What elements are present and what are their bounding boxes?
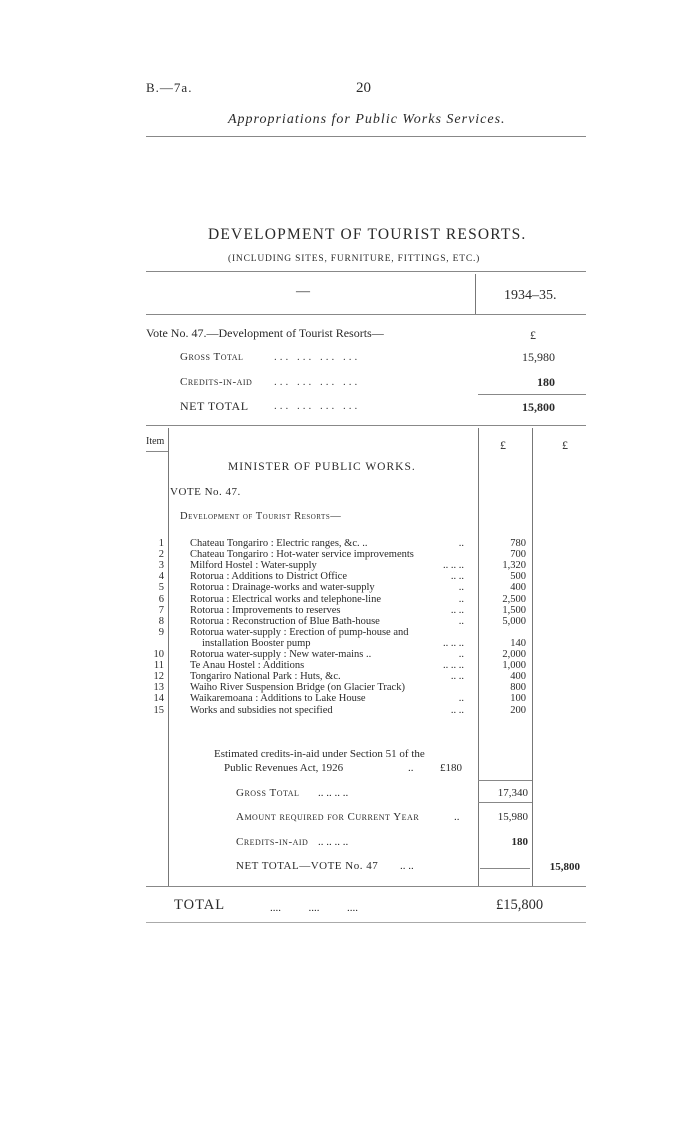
item-dots: .. .. .. xyxy=(443,637,464,649)
item-description: Waiho River Suspension Bridge (on Glacier Track) xyxy=(190,682,405,694)
item-description: Waikaremoana : Additions to Lake House xyxy=(190,693,366,705)
item-description: Chateau Tongariro : Hot-water service improvements xyxy=(190,549,414,561)
item-dots: .. xyxy=(458,538,464,549)
summary-net-label: NET TOTAL xyxy=(180,399,249,413)
summary-gross-value: 15,980 xyxy=(522,350,555,364)
item-amount: 1,500 xyxy=(502,604,526,616)
item-description: Rotorua : Reconstruction of Blue Bath-house xyxy=(190,615,380,627)
summary-header-rule xyxy=(146,314,586,315)
detail-bottom-rule xyxy=(146,886,586,887)
item-amount: 2,000 xyxy=(502,649,526,660)
net-total-value: 15,800 xyxy=(549,861,580,873)
item-dots: .. xyxy=(458,593,464,605)
item-amount: 400 xyxy=(510,582,526,594)
item-number: 2 xyxy=(158,549,164,561)
page-subtitle: (INCLUDING SITES, FURNITURE, FITTINGS, ETC.) xyxy=(228,254,481,264)
item-amount: 700 xyxy=(510,549,526,561)
summary-net-dots: ... ... ... ... xyxy=(274,400,361,412)
item-dots: .. .. xyxy=(450,571,464,583)
item-number: 6 xyxy=(158,593,164,605)
summary-column-rule xyxy=(475,274,476,314)
grand-total-rule xyxy=(146,922,586,923)
item-amount: 140 xyxy=(510,637,526,649)
item-description: Rotorua : Electrical works and telephone-line xyxy=(190,593,381,605)
header-rule xyxy=(146,136,586,137)
grand-total-value: £15,800 xyxy=(496,897,544,913)
detail-gross-value: 17,340 xyxy=(497,787,528,799)
item-amount: 1,320 xyxy=(502,560,526,572)
vote-heading: VOTE No. 47. xyxy=(170,486,241,498)
item-amount: 780 xyxy=(510,538,526,549)
item-number: 12 xyxy=(153,671,164,683)
minister-heading: MINISTER OF PUBLIC WORKS. xyxy=(228,461,416,473)
detail-credits-label: Credits-in-aid xyxy=(236,836,309,848)
item-description: Rotorua water-supply : Erection of pump-house and xyxy=(190,626,409,638)
item-number: 13 xyxy=(153,682,164,694)
page-title: DEVELOPMENT OF TOURIST RESORTS. xyxy=(208,226,527,243)
item-amount: 200 xyxy=(510,704,526,716)
gross-bottom-rule xyxy=(478,802,532,803)
summary-credits-label: Credits-in-aid xyxy=(180,376,253,388)
item-amount: 400 xyxy=(510,671,526,683)
amount-required-dots: .. xyxy=(454,811,460,823)
detail-credits-value: 180 xyxy=(511,836,528,848)
item-amount: 1,000 xyxy=(502,660,526,672)
running-title: Appropriations for Public Works Services. xyxy=(228,112,506,127)
total-currency-header: £ xyxy=(562,438,568,452)
amount-required-value: 15,980 xyxy=(497,811,528,823)
item-header-rule xyxy=(146,451,168,452)
item-number: 10 xyxy=(153,649,164,660)
item-dots: .. xyxy=(458,582,464,594)
item-number: 4 xyxy=(158,571,164,583)
item-number: 11 xyxy=(153,660,164,672)
net-total-label: NET TOTAL—VOTE No. 47 xyxy=(236,860,379,872)
item-amount: 2,500 xyxy=(502,593,526,605)
item-amount: 500 xyxy=(510,571,526,583)
item-description: Te Anau Hostel : Additions xyxy=(190,660,305,672)
estimate-line-2: Public Revenues Act, 1926 xyxy=(224,762,344,774)
item-dots: .. xyxy=(458,649,464,660)
detail-credits-dots: .. .. .. .. xyxy=(318,836,349,848)
item-description: Rotorua : Additions to District Office xyxy=(190,571,347,583)
summary-year: 1934–35. xyxy=(504,288,557,303)
item-dots: .. .. xyxy=(450,671,464,683)
item-description: Tongariro National Park : Huts, &c. xyxy=(190,671,341,683)
net-total-rule xyxy=(480,868,530,869)
item-number: 7 xyxy=(158,604,164,616)
item-dots: .. .. xyxy=(450,704,464,716)
summary-net-value: 15,800 xyxy=(522,400,555,414)
item-column-header: Item xyxy=(146,436,165,447)
detail-amount-column-rule xyxy=(478,428,479,886)
detail-gross-label: Gross Total xyxy=(236,787,300,799)
item-description: Rotorua : Improvements to reserves xyxy=(190,604,341,616)
summary-credits-value: 180 xyxy=(537,375,555,389)
item-dots: .. xyxy=(458,615,464,627)
estimate-value: £180 xyxy=(440,762,462,774)
item-amount: 5,000 xyxy=(502,615,526,627)
detail-total-column-rule xyxy=(532,428,533,886)
item-dots: .. .. xyxy=(450,604,464,616)
item-number: 1 xyxy=(158,538,164,549)
item-number: 14 xyxy=(153,693,164,705)
item-description: Works and subsidies not specified xyxy=(190,704,333,716)
page-number: 20 xyxy=(356,80,371,96)
gross-top-rule xyxy=(478,780,532,781)
summary-top-rule xyxy=(146,271,586,272)
item-dots: .. .. .. xyxy=(443,560,464,572)
item-description: Rotorua : Drainage-works and water-supply xyxy=(190,582,375,594)
item-description: Rotorua water-supply : New water-mains .. xyxy=(190,649,372,660)
estimate-dots: .. xyxy=(408,762,414,774)
grand-total-dots: .... .... .... xyxy=(270,902,358,914)
item-description: Milford Hostel : Water-supply xyxy=(190,560,317,572)
item-dots: .. xyxy=(458,693,464,705)
summary-gross-dots: ... ... ... ... xyxy=(274,351,361,363)
net-total-dots: .. .. xyxy=(400,860,414,872)
summary-gross-label: Gross Total xyxy=(180,351,244,363)
summary-credits-dots: ... ... ... ... xyxy=(274,376,361,388)
item-number: 5 xyxy=(158,582,164,594)
detail-gross-dots: .. .. .. .. xyxy=(318,787,349,799)
document-reference: B.—7a. xyxy=(146,80,193,95)
item-number: 8 xyxy=(158,615,164,627)
estimate-line-1: Estimated credits-in-aid under Section 51 of the xyxy=(214,748,425,760)
item-number: 15 xyxy=(153,704,164,716)
summary-vote-line: Vote No. 47.—Development of Tourist Resorts— xyxy=(146,326,384,340)
summary-bottom-rule xyxy=(146,425,586,426)
summary-sum-rule xyxy=(478,394,586,395)
item-dots: .. .. .. xyxy=(443,660,464,672)
amount-required-label: Amount required for Current Year xyxy=(236,811,420,823)
item-description: Chateau Tongariro : Electric ranges, &c. .. xyxy=(190,538,368,549)
grand-total-label: TOTAL xyxy=(174,897,226,913)
summary-dash: — xyxy=(296,284,310,299)
detail-item-column-rule xyxy=(168,428,169,886)
summary-currency: £ xyxy=(530,328,536,342)
section-heading: Development of Tourist Resorts— xyxy=(180,511,342,522)
item-number: 9 xyxy=(158,626,164,638)
item-amount: 100 xyxy=(510,693,526,705)
item-amount: 800 xyxy=(510,682,526,694)
item-number: 3 xyxy=(158,560,164,572)
amount-currency-header: £ xyxy=(500,438,506,452)
item-description: installation Booster pump xyxy=(202,637,311,649)
